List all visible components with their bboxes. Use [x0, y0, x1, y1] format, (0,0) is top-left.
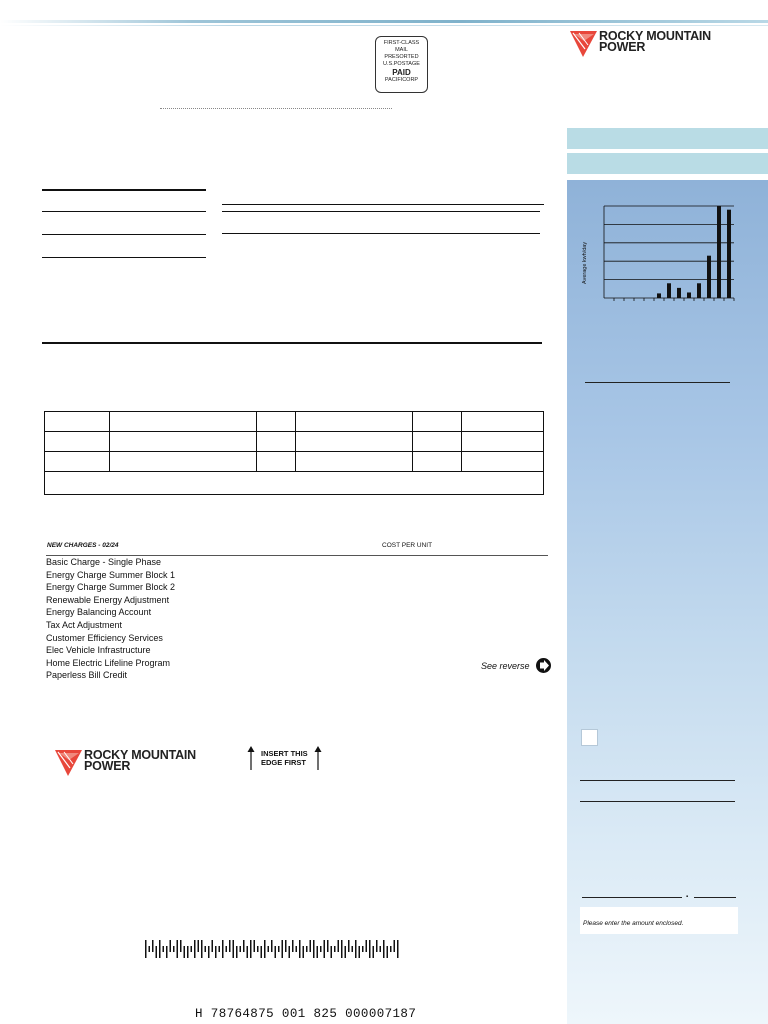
- chart-bar: [707, 256, 711, 298]
- barcode-bar: [201, 940, 203, 958]
- chart-bar: [687, 292, 691, 298]
- amount-enclosed-prompt: Please enter the amount enclosed.: [583, 920, 684, 927]
- barcode-bar: [313, 940, 315, 958]
- header-accent-rule: [0, 20, 768, 23]
- list-item: Energy Charge Summer Block 2: [46, 582, 176, 593]
- barcode-bar: [149, 946, 151, 952]
- chart-bars: [657, 206, 731, 298]
- barcode-bar: [152, 940, 154, 952]
- postage-line: MAIL: [395, 47, 408, 53]
- barcode-bar: [383, 940, 385, 958]
- logo-name-line1: ROCKY MOUNTAIN: [84, 748, 197, 762]
- chart-bar: [667, 283, 671, 298]
- charges-list: [46, 556, 175, 682]
- autopay-checkbox[interactable]: [581, 729, 598, 746]
- company-logo: [570, 31, 711, 57]
- sidebar-header-band: [567, 153, 768, 174]
- decimal-point: ▪: [686, 894, 689, 900]
- bill-info-rule: [222, 204, 544, 205]
- barcode-bar: [212, 940, 214, 952]
- barcode-bar: [278, 946, 280, 952]
- barcode-bar: [145, 940, 147, 958]
- arrow-right-icon: [536, 658, 551, 673]
- barcode-bar: [282, 940, 284, 958]
- ocr-scan-line: H 78764875 001 825 000007187: [195, 1007, 417, 1021]
- postal-barcode: [145, 940, 410, 960]
- barcode-bar: [387, 946, 389, 958]
- arrow-up-icon: [247, 746, 255, 770]
- table-row: [45, 472, 544, 495]
- barcode-bar: [292, 940, 294, 952]
- barcode-bar: [320, 946, 322, 952]
- list-item: Elec Vehicle Infrastructure: [46, 645, 151, 656]
- barcode-bar: [236, 946, 238, 958]
- barcode-bar: [334, 946, 336, 952]
- logo-name-line2: POWER: [599, 40, 646, 54]
- list-item: Basic Charge - Single Phase: [46, 557, 162, 567]
- chart-ylabel: Average kwh/day: [582, 241, 588, 284]
- list-item: Customer Efficiency Services: [46, 632, 163, 643]
- barcode-bar: [380, 946, 382, 952]
- address-dotted-line: [160, 108, 392, 111]
- barcode-bar: [191, 946, 193, 952]
- barcode-bar: [156, 946, 158, 958]
- barcode-bar: [296, 946, 298, 952]
- barcode-bar: [271, 940, 273, 952]
- barcode-bar: [317, 946, 319, 958]
- address-rule: [42, 211, 206, 212]
- barcode-bar: [194, 940, 196, 958]
- insert-line1: INSERT THIS: [261, 749, 308, 758]
- postage-line: U.S.POSTAGE: [383, 61, 420, 67]
- address-rule: [42, 189, 206, 191]
- barcode-bar: [187, 946, 189, 958]
- chart-bar: [677, 288, 681, 298]
- barcode-bar: [285, 940, 287, 952]
- sidebar-header-band: [567, 128, 768, 149]
- logo-triangle-icon: [570, 31, 597, 57]
- barcode-bar: [299, 940, 301, 958]
- chart-bar: [727, 210, 731, 298]
- see-reverse-label: See reverse: [481, 660, 530, 671]
- amount-enclosed-rule: [694, 897, 736, 898]
- barcode-bar: [233, 940, 235, 958]
- sidebar-divider: [585, 382, 730, 383]
- list-item: Energy Charge Summer Block 1: [46, 569, 176, 580]
- postage-paid: PAID: [392, 68, 411, 77]
- bill-info-rule: [222, 233, 540, 234]
- postage-indicia: [375, 36, 428, 93]
- logo-triangle-icon: [55, 750, 82, 776]
- barcode-bar: [327, 940, 329, 952]
- barcode-bar: [215, 946, 217, 958]
- cost-per-unit-label: COST PER UNIT: [382, 542, 433, 549]
- barcode-bar: [173, 946, 175, 952]
- barcode-bar: [275, 946, 277, 958]
- barcode-bar: [376, 940, 378, 952]
- logo-name-line2: POWER: [84, 759, 131, 773]
- address-rule: [42, 234, 206, 235]
- barcode-bar: [163, 946, 165, 952]
- arrow-up-icon: [314, 746, 322, 770]
- insert-line2: EDGE FIRST: [261, 758, 307, 767]
- barcode-bar: [177, 940, 179, 958]
- barcode-bar: [226, 946, 228, 952]
- barcode-bar: [159, 940, 161, 958]
- bill-info-rule: [222, 211, 540, 212]
- barcode-bar: [247, 946, 249, 958]
- charges-header: [46, 541, 548, 556]
- barcode-bar: [341, 940, 343, 958]
- barcode-bar: [166, 946, 168, 958]
- barcode-bar: [268, 946, 270, 952]
- remit-company-logo: [55, 750, 196, 776]
- barcode-bar: [229, 940, 231, 952]
- barcode-bar: [306, 946, 308, 952]
- barcode-bar: [257, 946, 259, 952]
- barcode-bar: [355, 940, 357, 958]
- table-row: [45, 412, 544, 432]
- chart-bar: [717, 206, 721, 298]
- header-accent-rule-thin: [0, 25, 768, 26]
- insert-edge-instruction: [247, 746, 322, 770]
- address-rule: [42, 257, 206, 258]
- sidebar-divider: [580, 801, 735, 802]
- table-row: [45, 452, 544, 472]
- list-item: Paperless Bill Credit: [46, 670, 128, 681]
- barcode-bar: [261, 946, 263, 958]
- barcode-bar: [222, 940, 224, 958]
- barcode-bar: [359, 946, 361, 958]
- postage-line: FIRST-CLASS: [383, 40, 420, 46]
- logo-name-line1: ROCKY MOUNTAIN: [599, 29, 712, 43]
- barcode-bar: [362, 946, 364, 952]
- list-item: Tax Act Adjustment: [46, 619, 123, 630]
- postage-line: PACIFICORP: [384, 77, 419, 83]
- list-item: Home Electric Lifeline Program: [46, 657, 171, 668]
- chart-ticks: [614, 298, 734, 301]
- chart-bar: [657, 293, 661, 298]
- barcode-bar: [338, 940, 340, 952]
- barcode-bar: [198, 940, 200, 952]
- amount-enclosed-rule: [582, 897, 682, 898]
- barcode-bar: [180, 940, 182, 952]
- barcode-bar: [243, 940, 245, 952]
- table-row: [45, 432, 544, 452]
- list-item: Renewable Energy Adjustment: [46, 594, 170, 605]
- postage-line: PRESORTED: [384, 54, 419, 60]
- barcode-bar: [170, 940, 172, 952]
- barcode-bar: [303, 946, 305, 958]
- usage-chart: [576, 198, 741, 308]
- see-reverse-note: [481, 658, 551, 673]
- meter-reading-table: [44, 411, 544, 495]
- barcode-bar: [369, 940, 371, 958]
- chart-bar: [697, 283, 701, 298]
- barcode-bar: [352, 946, 354, 952]
- barcode-bar: [289, 946, 291, 958]
- barcode-bar: [348, 940, 350, 952]
- barcode-bar: [208, 946, 210, 958]
- barcode-bar: [397, 940, 399, 958]
- barcode-bar: [219, 946, 221, 952]
- barcode-bar: [240, 946, 242, 952]
- sidebar-divider: [580, 780, 735, 781]
- barcode-bar: [254, 940, 256, 952]
- barcode-bar: [390, 946, 392, 952]
- amount-enclosed-field[interactable]: [580, 907, 738, 934]
- barcode-bar: [310, 940, 312, 952]
- barcode-bar: [250, 940, 252, 958]
- barcode-bar: [366, 940, 368, 952]
- barcode-bar: [394, 940, 396, 952]
- barcode-bar: [331, 946, 333, 958]
- barcode-bar: [205, 946, 207, 952]
- list-item: Energy Balancing Account: [46, 607, 152, 618]
- barcode-bar: [373, 946, 375, 958]
- barcode-bar: [345, 946, 347, 958]
- barcode-bar: [184, 946, 186, 958]
- section-divider: [42, 342, 542, 344]
- new-charges-label: NEW CHARGES - 02/24: [47, 542, 119, 549]
- barcode-bar: [324, 940, 326, 958]
- barcode-bar: [264, 940, 266, 958]
